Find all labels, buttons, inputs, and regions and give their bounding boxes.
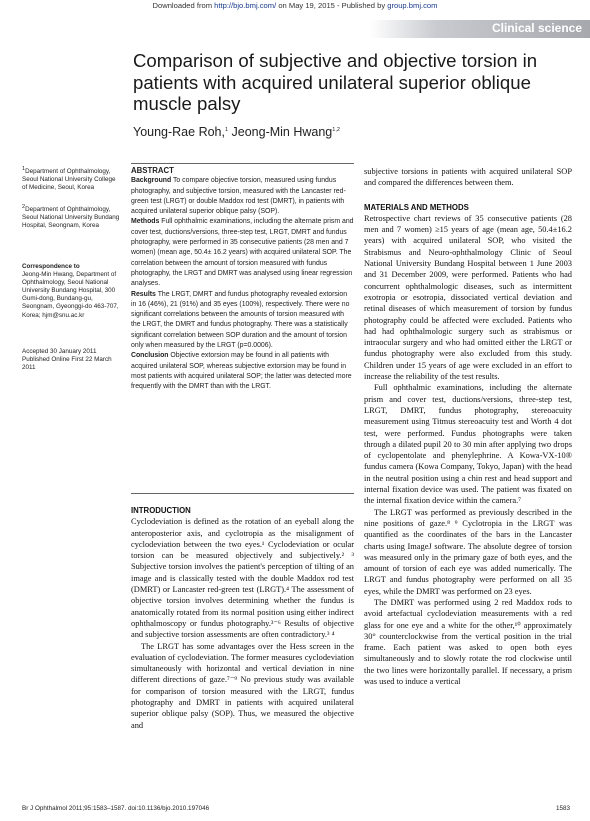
- affiliation-1: [22, 165, 122, 192]
- abstract-background: [131, 176, 354, 217]
- abstract-conclusion: [131, 351, 354, 392]
- correspondence: [22, 263, 122, 320]
- correspondence-heading: Correspondence to: [22, 263, 80, 270]
- right-column: [364, 166, 572, 687]
- background-label: Background: [131, 177, 172, 185]
- author-2-affil: 1,2: [332, 126, 340, 133]
- abstract: [131, 166, 354, 393]
- abstract-methods: [131, 217, 354, 289]
- download-middle: on May 19, 2015 - Published by: [276, 1, 388, 10]
- footer-citation: Br J Ophthalmol 2011;95:1583–1587. doi:10.1136/bjo.2010.197046: [22, 805, 210, 812]
- methods-paragraph-2: Full ophthalmic examinations, including the alternate prism and cover test, ductions/versions, three-step test, LRGT, DMRT, fundus photography, stereoacuity measurement using Titmus stereoacuity test and Worth 4 dot test, were performed. Fundus photographs were taken through a dilated pupil 20 to 30 min after applying two drops of cyclopentolate and phenylephrine. A Kowa-VX-10® fundus camera (Kowa Company, Tokyo, Japan) with the head in the neutral position using a chin rest and head support and internal fixation device was used. The patient was fixated on the internal fixation device within the camera.⁷: [364, 383, 572, 506]
- affiliation-2: [22, 203, 122, 230]
- results-text: The LRGT, DMRT and fundus photography revealed extorsion in 16 (46%), 21 (91%) and 35 eyes (100%), respectively. There were no significant correlations between the amounts of torsion measured with the LRGT, the DMRT and fundus photography. There was a statistically significant correlation between SOP duration and the amount of torsion only when measured by the LRGT (p=0.0006).: [131, 290, 350, 350]
- page-number: 1583: [555, 805, 570, 812]
- author-1: Young-Rae Roh,: [133, 125, 225, 139]
- journal-link[interactable]: http://bjo.bmj.com/: [214, 1, 277, 10]
- author-line: [133, 125, 340, 139]
- download-banner: [0, 1, 590, 10]
- author-1-affil: 1: [224, 126, 229, 133]
- affil-1-text: Department of Ophthalmology, Seoul National University College of Medicine, Seoul, Korea: [22, 168, 116, 192]
- section-band: [370, 20, 590, 38]
- affil-2-text: Department of Ophthalmology, Seoul National University Bundang Hospital, Seongnam, Korea: [22, 206, 120, 230]
- methods-paragraph-3: The LRGT was performed as previously described in the nine positions of gaze.⁸ ⁹ Cyclotropia in the LRGT was quantified as the coordinates of the bars in the Lancaster charts using ImageJ software. The absolute degree of torsion was measured only in the primary gaze of both eyes, and the amount of torsion of each eye was added numerically. The LRGT and fundus photography were performed on all 35 eyes, while the DMRT was performed on 23 eyes.: [364, 507, 572, 596]
- methods-text: Full ophthalmic examinations, including the alternate prism and cover test, ductions/versions, three-step test, LRGT, DMRT and fundus photography, were performed in 35 consecutive patients (28 men and 7 women) (mean age, 50.4± 16.2 years) with acquired unilateral SOP. The correlation between the amount of torsion measured with fundus photography, the LRGT and DMRT was analysed using linear regression analyses.: [131, 218, 354, 288]
- abstract-heading: ABSTRACT: [131, 166, 174, 175]
- introduction-section: [131, 505, 354, 731]
- publisher-link[interactable]: group.bmj.com: [387, 1, 438, 10]
- article-dates: Accepted 30 January 2011 Published Online First 22 March 2011: [22, 348, 112, 372]
- introduction-heading: INTRODUCTION: [131, 506, 191, 515]
- methods-heading: MATERIALS AND METHODS: [364, 202, 469, 212]
- section-label: Clinical science: [491, 21, 582, 35]
- conclusion-text: Objective extorsion may be found in all patients with acquired unilateral SOP, whereas subjective extorsion may be found in most patients with acquired unilateral SOP; the latter was detected more frequently with the DMRT than with the LRGT.: [131, 352, 352, 391]
- correspondence-text: Jeong-Min Hwang, Department of Ophthalmology, Seoul National University Bundang Hospital, 300 Gumi-dong, Bundang-gu, Seongnam, Gyeonggi-do 463-707, Korea; hjm@snu.ac.kr: [22, 271, 119, 319]
- conclusion-label: Conclusion: [131, 352, 169, 360]
- author-2: Jeong-Min Hwang: [231, 125, 333, 139]
- methods-label: Methods: [131, 218, 160, 226]
- methods-paragraph-4: The DMRT was performed using 2 red Maddox rods to avoid artefactual cyclodeviation measurements with a red glass for one eye and a white for the other,¹⁰ approximately 30° counterclockwise from the vertical position in the trial frame. Each patient was asked to open both eyes simultaneously and to slowly rotate the rod clockwise until the two lines were horizontally parallel. If necessary, a prism was used to induce a vertical: [364, 597, 572, 687]
- intro-paragraph-2: The LRGT has some advantages over the Hess screen in the evaluation of cyclodeviation. The former measures cyclodeviation simultaneously with horizontal and vertical deviation in nine different directions of gaze.⁷⁻⁹ No previous study was available for comparison of torsion measured with the LRGT, fundus photography and DMRT in patients with acquired unilateral superior oblique palsy (SOP). Thus, we measured the objective and: [131, 641, 354, 730]
- abstract-top-rule: [131, 163, 354, 164]
- methods-paragraph-1: Retrospective chart reviews of 35 consecutive patients (28 men and 7 women) ≥15 years of age (mean age, 50.4±16.2 years) with acquired unilateral SOP, who visited the Strabismus and Neuro-ophthalmology Clinic of Seoul National University Bundang Hospital between 1 June 2003 and 31 December 2009, were performed. Patients who had concurrent ophthalmologic diseases, such as intermittent exotropia or esotropia, dissociated vertical deviation and retinal diseases of which measurement of torsion by fundus photography could be affected were excluded. Patients who had had ophthalmologic surgery such as strabismus or intraocular surgery and who had omitted either the LRGT or fundus photography were also excluded from this study. Children under 15 years of age were excluded in an effort to increase the reliability of the test results.: [364, 213, 572, 382]
- affil-1-sup: 1: [22, 165, 26, 172]
- results-label: Results: [131, 290, 156, 298]
- affil-2-sup: 2: [22, 203, 26, 210]
- abstract-bottom-rule: [131, 493, 354, 494]
- article-title: Comparison of subjective and objective torsion in patients with acquired unilateral superior oblique muscle palsy: [133, 50, 538, 114]
- abstract-results: [131, 290, 354, 352]
- background-text: To compare objective torsion, measured using fundus photography, and subjective torsion, measured with the Lancaster red-green test (LRGT) or double Maddox rod test (DMRT), in patients with acquired unilateral superior oblique palsy (SOP).: [131, 177, 346, 216]
- intro-paragraph-1: Cyclodeviation is defined as the rotation of an eyeball along the anteroposterior axis, and cyclotropia as the misalignment of cyclodeviation between the two eyes.¹ Cyclodeviation or ocular torsion can be measured objectively and subjectively.² ³ Subjective torsion involves the patient's perception of tilting of an image and is classically tested with the double Maddox rod test (DMRT) or Lancaster red-green test (LRGT).⁴ The assessment of objective torsion involves determining whether the fundus is anatomically rotated from its normal position using either indirect ophthalmoscopy or fundus photography.³⁻⁶ Results of objective and subjective torsion assessments are often contradictory.³ ⁴: [131, 517, 354, 640]
- download-prefix: Downloaded from: [152, 1, 215, 10]
- intro-continuation: subjective torsions in patients with acquired unilateral SOP and compared the differences between them.: [364, 167, 572, 188]
